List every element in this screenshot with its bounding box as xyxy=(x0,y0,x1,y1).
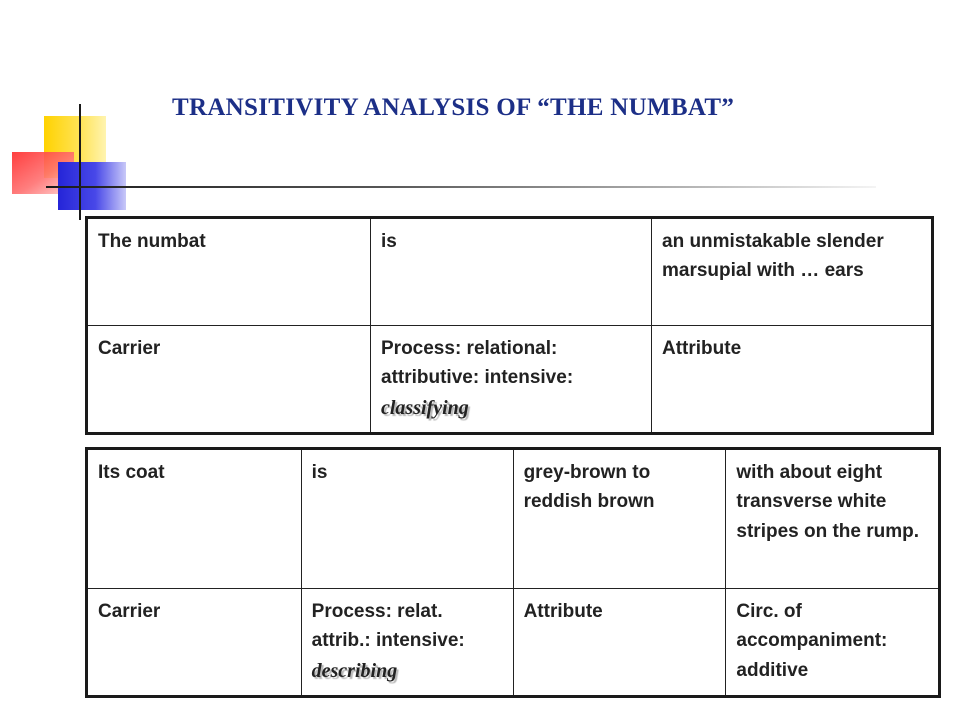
table-row xyxy=(87,449,940,589)
decorative-vertical-line xyxy=(79,104,81,220)
table-cell: Carrier xyxy=(87,326,371,434)
table-cell: is xyxy=(371,218,652,326)
slide-title: TRANSITIVITY ANALYSIS OF “THE NUMBAT” xyxy=(172,94,735,121)
table-cell-process xyxy=(301,589,513,697)
table-cell: an unmistakable slender marsupial with … ears xyxy=(652,218,933,326)
analysis-table-2 xyxy=(85,447,941,698)
table-row xyxy=(87,589,940,697)
table-cell: The numbat xyxy=(87,218,371,326)
process-emphasis: describing xyxy=(311,659,398,682)
process-label: Process: relational: attributive: intensive: xyxy=(381,338,574,389)
process-emphasis: classifying xyxy=(381,396,469,419)
table-cell: Attribute xyxy=(652,326,933,434)
table-cell: Circ. of accompaniment: additive xyxy=(726,589,940,697)
table-cell: with about eight transverse white stripes on the rump. xyxy=(726,449,940,589)
table-row xyxy=(87,218,933,326)
table-cell: Attribute xyxy=(513,589,726,697)
table-cell-process xyxy=(371,326,652,434)
table-cell: is xyxy=(301,449,513,589)
table-cell: Carrier xyxy=(87,589,302,697)
table-cell: grey-brown to reddish brown xyxy=(513,449,726,589)
table-row xyxy=(87,326,933,434)
decorative-horizontal-rule xyxy=(46,186,876,188)
process-label: Process: relat. attrib.: intensive: xyxy=(311,601,465,652)
analysis-table-1 xyxy=(85,216,934,435)
table-cell: Its coat xyxy=(87,449,302,589)
